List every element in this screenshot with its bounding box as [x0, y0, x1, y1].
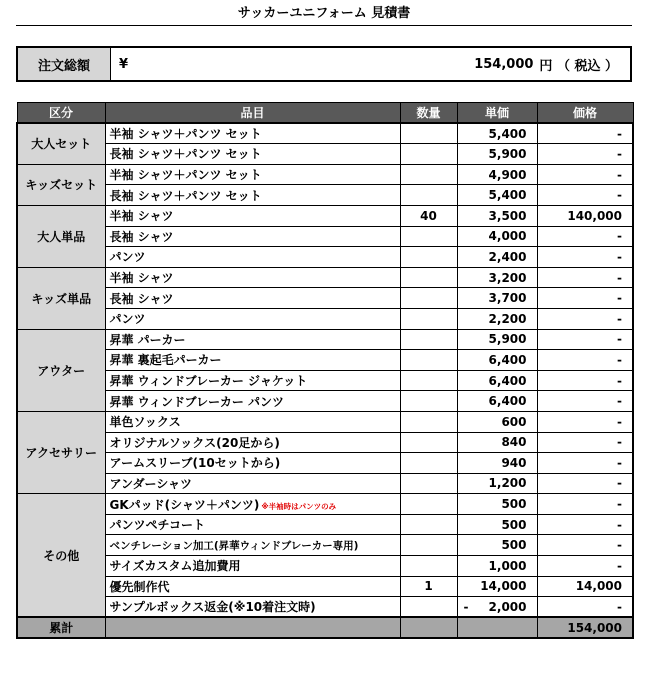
table-row: [17, 597, 633, 618]
estimate-table: [16, 102, 634, 639]
price-cell: -: [537, 123, 633, 144]
qty-cell: [400, 267, 457, 288]
item-cell: [105, 205, 400, 226]
unit-price-cell: 2,400: [457, 247, 537, 268]
item-name: ベンチレーション加工(昇華ウィンドブレーカー専用): [109, 539, 359, 552]
order-total-label: 注文総額: [18, 48, 111, 80]
qty-cell: [400, 514, 457, 535]
item-name: 長袖 シャツ: [109, 229, 174, 244]
unit-price-cell: 3,700: [457, 288, 537, 309]
header-item: 品目: [105, 103, 400, 124]
item-cell: [105, 123, 400, 144]
table-row: [17, 370, 633, 391]
price-cell: -: [537, 556, 633, 577]
item-name: パンツ: [109, 250, 146, 265]
table-row: [17, 205, 633, 226]
unit-price-cell: 500: [457, 535, 537, 556]
price-cell: -: [537, 391, 633, 412]
item-cell: [105, 473, 400, 494]
category-cell: キッズセット: [17, 164, 105, 205]
sum-amount: 154,000: [537, 617, 633, 638]
header-unit-price: 単価: [457, 103, 537, 124]
unit-price-cell: 4,900: [457, 164, 537, 185]
item-cell: [105, 391, 400, 412]
price-cell: -: [537, 535, 633, 556]
qty-cell: [400, 226, 457, 247]
item-name: 昇華 ウィンドブレーカー パンツ: [109, 394, 285, 409]
sum-blank: [105, 617, 400, 638]
order-total-unit: 円 （ 税込 ）: [539, 58, 618, 74]
minus-sign: -: [463, 599, 469, 614]
item-cell: [105, 535, 400, 556]
unit-price-cell: 1,000: [457, 556, 537, 577]
unit-price-cell: [457, 597, 537, 618]
header-qty: 数量: [400, 103, 457, 124]
sum-row: [17, 617, 633, 638]
table-row: [17, 535, 633, 556]
unit-price-cell: 1,200: [457, 473, 537, 494]
qty-cell: [400, 391, 457, 412]
unit-price-value: 2,000: [488, 599, 527, 614]
price-cell: -: [537, 164, 633, 185]
item-name: パンツ: [109, 312, 146, 327]
table-row: [17, 473, 633, 494]
qty-cell: [400, 535, 457, 556]
item-name: 昇華 パーカー: [109, 332, 186, 347]
item-cell: [105, 144, 400, 165]
item-name: オリジナルソックス(20足から): [109, 435, 280, 450]
unit-price-cell: 3,500: [457, 205, 537, 226]
unit-price-cell: 2,200: [457, 308, 537, 329]
price-cell: -: [537, 514, 633, 535]
item-name: パンツペチコート: [109, 518, 206, 533]
table-row: [17, 432, 633, 453]
item-name: 半袖 シャツ: [109, 209, 174, 224]
item-cell: [105, 308, 400, 329]
unit-price-cell: 5,900: [457, 144, 537, 165]
price-cell: 14,000: [537, 576, 633, 597]
header-category: 区分: [17, 103, 105, 124]
category-cell: アクセサリー: [17, 411, 105, 493]
qty-cell: [400, 597, 457, 618]
price-cell: -: [537, 308, 633, 329]
item-name: 長袖 シャツ: [109, 291, 174, 306]
table-row: [17, 514, 633, 535]
item-cell: [105, 432, 400, 453]
price-cell: -: [537, 453, 633, 474]
item-name: 長袖 シャツ＋パンツ セット: [109, 147, 262, 162]
item-cell: [105, 226, 400, 247]
table-header-row: [17, 103, 633, 124]
document-title: サッカーユニフォーム 見積書: [16, 5, 632, 26]
table-body: [17, 123, 633, 617]
table-row: [17, 350, 633, 371]
qty-cell: [400, 329, 457, 350]
item-cell: [105, 514, 400, 535]
price-cell: 140,000: [537, 205, 633, 226]
qty-cell: [400, 247, 457, 268]
qty-cell: 1: [400, 576, 457, 597]
table-row: [17, 576, 633, 597]
item-cell: [105, 576, 400, 597]
qty-cell: [400, 453, 457, 474]
qty-cell: [400, 144, 457, 165]
table-row: [17, 308, 633, 329]
table-row: [17, 329, 633, 350]
qty-cell: [400, 164, 457, 185]
item-cell: [105, 556, 400, 577]
unit-price-cell: 6,400: [457, 391, 537, 412]
item-name: GKパッド(シャツ＋パンツ): [109, 497, 260, 512]
table-row: [17, 411, 633, 432]
item-name: 長袖 シャツ＋パンツ セット: [109, 188, 262, 203]
item-name: アームスリーブ(10セットから): [109, 456, 281, 471]
qty-cell: [400, 370, 457, 391]
item-cell: [105, 267, 400, 288]
item-name: 優先制作代: [109, 579, 170, 594]
qty-cell: [400, 350, 457, 371]
price-cell: -: [537, 473, 633, 494]
item-name: 半袖 シャツ: [109, 271, 174, 286]
unit-price-cell: 3,200: [457, 267, 537, 288]
unit-price-cell: 6,400: [457, 370, 537, 391]
table-row: [17, 226, 633, 247]
unit-price-cell: 500: [457, 514, 537, 535]
item-cell: [105, 247, 400, 268]
price-cell: -: [537, 432, 633, 453]
category-cell: キッズ単品: [17, 267, 105, 329]
header-price: 価格: [537, 103, 633, 124]
qty-cell: [400, 308, 457, 329]
order-total-amount: 154,000: [474, 56, 534, 72]
unit-price-cell: 840: [457, 432, 537, 453]
table-row: [17, 185, 633, 206]
table-row: [17, 453, 633, 474]
item-cell: [105, 494, 400, 515]
item-cell: [105, 288, 400, 309]
table-row: [17, 556, 633, 577]
category-cell: その他: [17, 494, 105, 618]
qty-cell: [400, 473, 457, 494]
qty-cell: [400, 432, 457, 453]
item-name: 昇華 裏起毛パーカー: [109, 353, 222, 368]
item-name: アンダーシャツ: [109, 476, 193, 491]
table-row: [17, 494, 633, 515]
unit-price-cell: 600: [457, 411, 537, 432]
price-cell: -: [537, 370, 633, 391]
qty-cell: [400, 185, 457, 206]
item-cell: [105, 370, 400, 391]
price-cell: -: [537, 247, 633, 268]
qty-cell: 40: [400, 205, 457, 226]
price-cell: -: [537, 288, 633, 309]
item-name: サイズカスタム追加費用: [109, 559, 241, 574]
table-row: [17, 164, 633, 185]
price-cell: -: [537, 226, 633, 247]
price-cell: -: [537, 494, 633, 515]
unit-price-cell: 940: [457, 453, 537, 474]
sum-blank: [457, 617, 537, 638]
currency-symbol: ¥: [119, 56, 129, 72]
item-cell: [105, 185, 400, 206]
price-cell: -: [537, 329, 633, 350]
price-cell: -: [537, 267, 633, 288]
qty-cell: [400, 288, 457, 309]
price-cell: -: [537, 144, 633, 165]
item-name: 半袖 シャツ＋パンツ セット: [109, 168, 262, 183]
item-name: サンプルボックス返金(※10着注文時): [109, 600, 316, 615]
item-cell: [105, 411, 400, 432]
table-row: [17, 391, 633, 412]
item-cell: [105, 597, 400, 618]
price-cell: -: [537, 350, 633, 371]
unit-price-cell: 4,000: [457, 226, 537, 247]
item-cell: [105, 453, 400, 474]
table-row: [17, 247, 633, 268]
sum-blank: [400, 617, 457, 638]
qty-cell: [400, 123, 457, 144]
item-cell: [105, 164, 400, 185]
table-row: [17, 144, 633, 165]
unit-price-cell: 5,400: [457, 123, 537, 144]
sum-label: 累計: [17, 617, 105, 638]
unit-price-cell: 6,400: [457, 350, 537, 371]
item-note: ※半袖時はパンツのみ: [261, 501, 337, 511]
item-name: 単色ソックス: [109, 415, 181, 430]
table-row: [17, 267, 633, 288]
unit-price-cell: 5,400: [457, 185, 537, 206]
item-cell: [105, 350, 400, 371]
qty-cell: [400, 556, 457, 577]
table-row: [17, 288, 633, 309]
item-name: 昇華 ウィンドブレーカー ジャケット: [109, 374, 308, 389]
qty-cell: [400, 411, 457, 432]
category-cell: アウター: [17, 329, 105, 411]
qty-cell: [400, 494, 457, 515]
price-cell: -: [537, 411, 633, 432]
category-cell: 大人単品: [17, 205, 105, 267]
table-row: [17, 123, 633, 144]
item-name: 半袖 シャツ＋パンツ セット: [109, 127, 262, 142]
unit-price-cell: 500: [457, 494, 537, 515]
item-cell: [105, 329, 400, 350]
order-total-box: [16, 46, 632, 82]
price-cell: -: [537, 597, 633, 618]
category-cell: 大人セット: [17, 123, 105, 164]
unit-price-cell: 5,900: [457, 329, 537, 350]
unit-price-cell: 14,000: [457, 576, 537, 597]
price-cell: -: [537, 185, 633, 206]
